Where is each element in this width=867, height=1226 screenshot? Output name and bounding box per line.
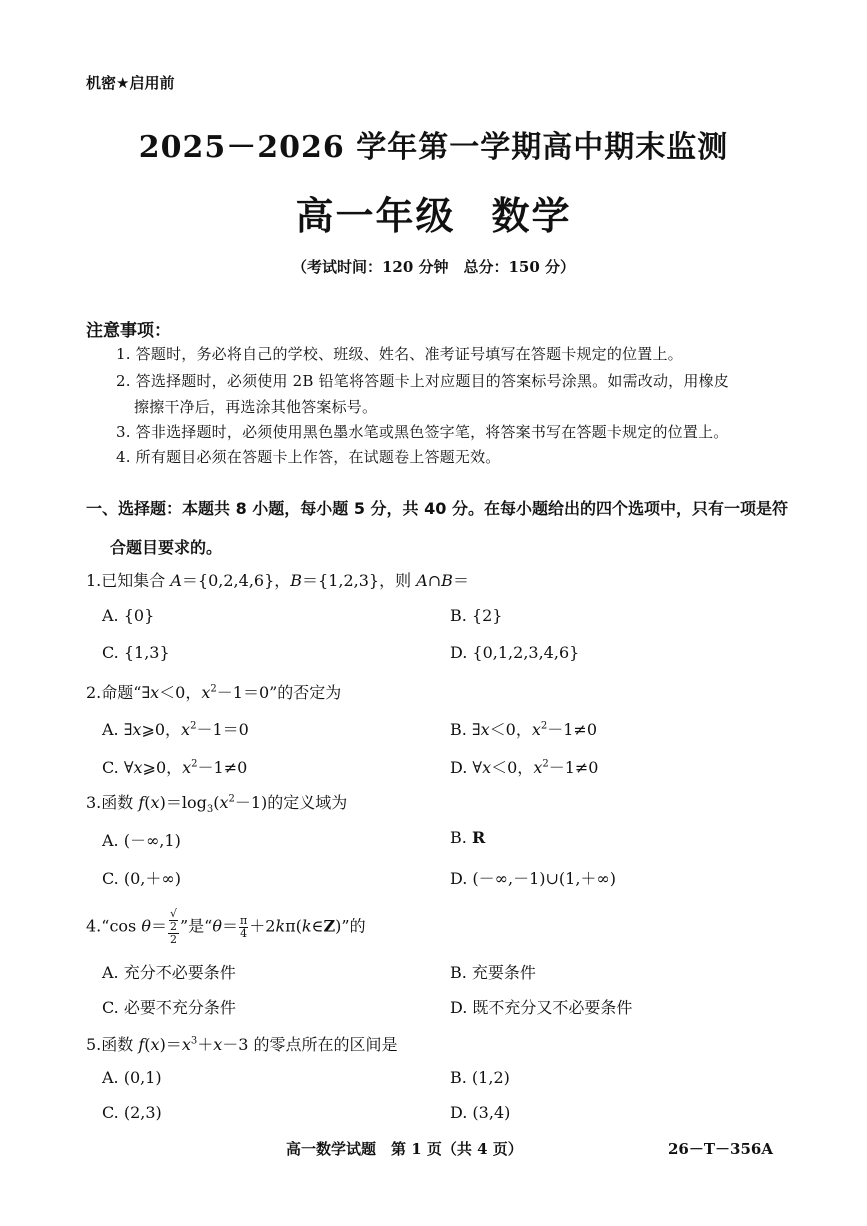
q1-option-b: B. {2}: [450, 606, 503, 625]
question-5: 5.函数 $f(x)=x^3+x-3$ 的零点所在的区间是: [86, 1035, 398, 1054]
confidential-label: 机密★启用前: [86, 74, 175, 92]
q4-option-d: D. 既不充分又不必要条件: [450, 998, 633, 1017]
q3-option-b: B. R: [450, 828, 486, 847]
exam-title: 2025－2026 学年第一学期高中期末监测: [138, 130, 729, 165]
question-1: 1.已知集合 A＝{0,2,4,6}，B＝{1,2,3}，则 A∩B＝: [86, 571, 469, 590]
subject-label: 数学: [491, 194, 572, 238]
q5-option-c: C. (2,3): [102, 1103, 162, 1122]
page-footer: 高一数学试题 第 1 页（共 4 页）: [286, 1140, 523, 1158]
exam-code: 26－T－356A: [668, 1140, 773, 1158]
notice-item: 3. 答非选择题时，必须使用黑色墨水笔或黑色签字笔，将答案书写在答题卡规定的位置上。: [116, 423, 729, 441]
q4-option-b: B. 充要条件: [450, 963, 536, 982]
q5-option-b: B. (1,2): [450, 1068, 510, 1087]
q1-option-a: A. {0}: [102, 606, 155, 625]
question-3: 3.函数 $f(x)=\log_3(x^2-1)$的定义域为: [86, 793, 348, 816]
q3-option-d: D. (－∞,－1)∪(1,＋∞): [450, 869, 616, 888]
q2-option-b: B. ∃x＜0，$x^2-1\ne 0$: [450, 720, 598, 739]
q3-option-a: A. (－∞,1): [102, 831, 181, 850]
notice-item: 1. 答题时，务必将自己的学校、班级、姓名、准考证号填写在答题卡规定的位置上。: [116, 345, 683, 363]
q2-option-c: C. ∀x⩾0，$x^2-1\ne 0$: [102, 758, 248, 777]
q1-option-d: D. {0,1,2,3,4,6}: [450, 643, 580, 662]
grade-label: 高一年级: [295, 194, 456, 238]
q3-option-c: C. (0,＋∞): [102, 869, 181, 888]
exam-info: （考试时间：120 分钟 总分：150 分）: [291, 258, 576, 276]
q5-option-d: D. (3,4): [450, 1103, 511, 1122]
grade-subject-title: [0, 185, 867, 240]
q4-option-a: A. 充分不必要条件: [102, 963, 236, 982]
section-heading: 一、选择题：本题共 8 小题，每小题 5 分，共 40 分。在每小题给出的四个选项中，只有一项是符: [86, 499, 788, 518]
section-heading-continued: 合题目要求的。: [110, 538, 223, 557]
question-2: 2.命题“∃x＜0，$x^2-1=0$”的否定为: [86, 683, 342, 702]
notice-heading: 注意事项：: [86, 321, 171, 341]
q2-option-a: A. ∃x⩾0，$x^2-1=0$: [102, 720, 249, 739]
q4-option-c: C. 必要不充分条件: [102, 998, 236, 1017]
q2-option-d: D. ∀x＜0，$x^2-1\ne 0$: [450, 758, 599, 777]
notice-item: 2. 答选择题时，必须使用 2B 铅笔将答题卡上对应题目的答案标号涂黑。如需改动，用橡皮: [116, 372, 729, 390]
question-4: 4.“cos θ＝ √ 2 2 ”是“θ＝ $\frac{\pi}{4}$ ＋2kπ(k∈Z)”的: [86, 907, 366, 946]
notice-item: 4. 所有题目必须在答题卡上作答，在试题卷上答题无效。: [116, 448, 501, 466]
q5-option-a: A. (0,1): [102, 1068, 162, 1087]
notice-item-continued: 擦擦干净后，再选涂其他答案标号。: [134, 398, 378, 416]
q1-option-c: C. {1,3}: [102, 643, 170, 662]
